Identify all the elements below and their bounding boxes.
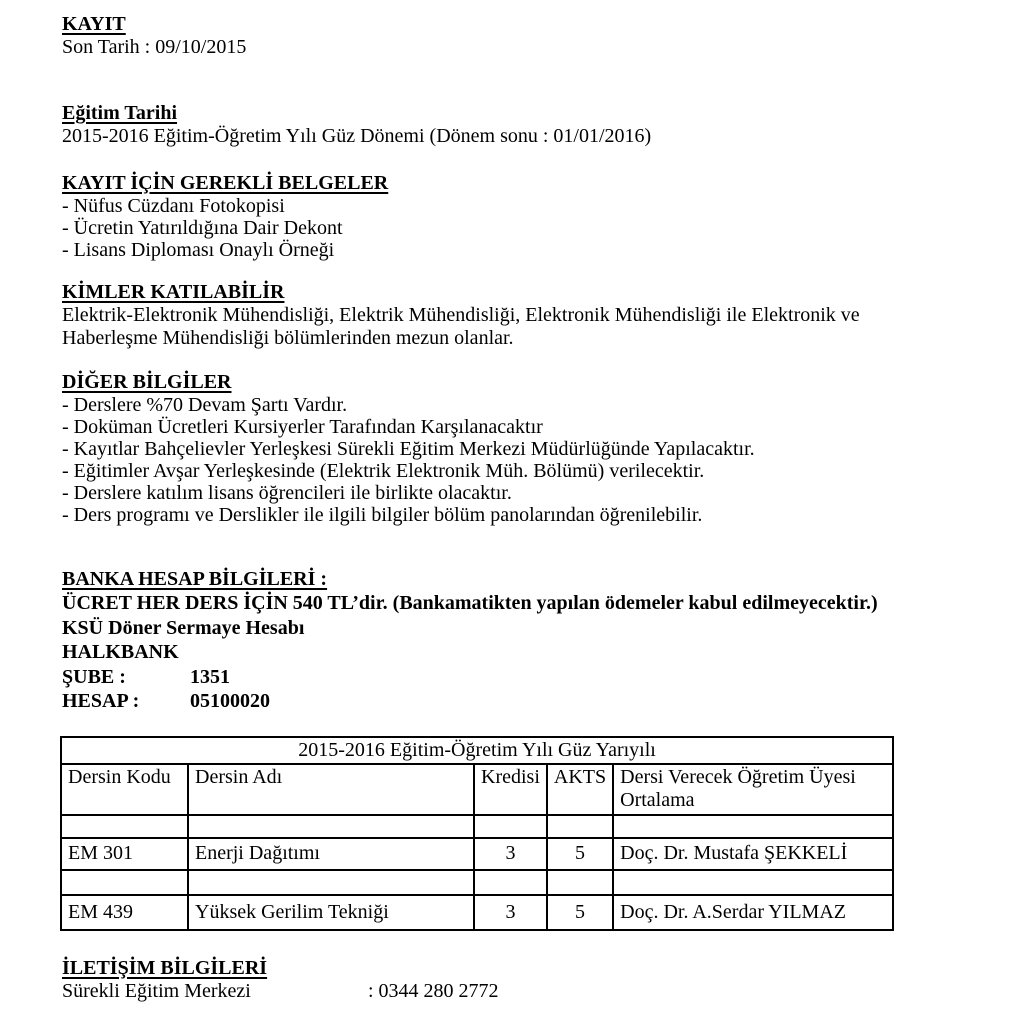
course-table-title: 2015-2016 Eğitim-Öğretim Yılı Güz Yarıyılı xyxy=(61,737,893,764)
header-kredisi: Kredisi xyxy=(474,764,547,815)
table-row xyxy=(61,838,893,870)
header-ogretim-uyesi: Dersi Verecek Öğretim Üyesi Ortalama xyxy=(613,764,893,815)
header-akts: AKTS xyxy=(547,764,613,815)
list-item: - Derslere %70 Devam Şartı Vardır. xyxy=(62,394,348,416)
cell-kod: EM 301 xyxy=(61,838,188,870)
course-table-header-row xyxy=(61,764,893,815)
cell-akts: 5 xyxy=(547,895,613,930)
cell-ogretim: Doç. Dr. Mustafa ŞEKKELİ xyxy=(613,838,893,870)
cell-akts: 5 xyxy=(547,838,613,870)
cell-akts xyxy=(547,815,613,838)
section-title-kayit: KAYIT xyxy=(62,13,126,35)
banka-adi: HALKBANK xyxy=(62,641,179,663)
list-item: - Nüfus Cüzdanı Fotokopisi xyxy=(62,195,285,217)
hesap-value: 05100020 xyxy=(190,690,270,712)
course-table xyxy=(60,736,894,931)
banka-ucret-line: ÜCRET HER DERS İÇİN 540 TL’dir. (Bankamatikten yapılan ödemeler kabul edilmeyecektir.) xyxy=(62,592,878,614)
sube-label: ŞUBE : xyxy=(62,665,126,688)
iletisim-label: Sürekli Eğitim Merkezi xyxy=(62,979,251,1002)
list-item: - Derslere katılım lisans öğrencileri ile birlikte olacaktır. xyxy=(62,482,512,504)
belgeler-list xyxy=(62,195,1024,261)
list-item: - Eğitimler Avşar Yerleşkesinde (Elektrik Elektronik Müh. Bölümü) verilecektir. xyxy=(62,460,705,482)
cell-ogretim xyxy=(613,815,893,838)
cell-ad xyxy=(188,815,474,838)
section-title-egitim-tarihi: Eğitim Tarihi xyxy=(62,102,178,124)
header-dersin-kodu: Dersin Kodu xyxy=(61,764,188,815)
kayit-deadline: Son Tarih : 09/10/2015 xyxy=(62,36,247,58)
cell-kredi xyxy=(474,815,547,838)
cell-ad: Enerji Dağıtımı xyxy=(188,838,474,870)
cell-kod: EM 439 xyxy=(61,895,188,930)
sube-value: 1351 xyxy=(190,665,230,688)
iletisim-line xyxy=(62,980,1024,1003)
list-item: - Lisans Diploması Onaylı Örneği xyxy=(62,239,335,261)
cell-akts xyxy=(547,870,613,895)
hesap-label: HESAP : xyxy=(62,690,140,712)
diger-list xyxy=(62,394,1024,526)
list-item: - Ders programı ve Derslikler ile ilgili bilgiler bölüm panolarından öğrenilebilir. xyxy=(62,504,703,526)
cell-kredi: 3 xyxy=(474,838,547,870)
cell-kod xyxy=(61,815,188,838)
egitim-tarihi-line: 2015-2016 Eğitim-Öğretim Yılı Güz Dönemi (Dönem sonu : 01/01/2016) xyxy=(62,125,652,147)
table-row xyxy=(61,895,893,930)
section-title-kimler: KİMLER KATILABİLİR xyxy=(62,281,285,303)
cell-ogretim xyxy=(613,870,893,895)
banka-sube-line xyxy=(62,665,1024,690)
table-row xyxy=(61,870,893,895)
banka-hesap-line xyxy=(62,689,1024,714)
cell-kredi: 3 xyxy=(474,895,547,930)
list-item: - Kayıtlar Bahçelievler Yerleşkesi Sürekli Eğitim Merkezi Müdürlüğünde Yapılacaktır. xyxy=(62,438,755,460)
cell-ad xyxy=(188,870,474,895)
section-title-banka: BANKA HESAP BİLGİLERİ : xyxy=(62,568,328,590)
header-dersin-adi: Dersin Adı xyxy=(188,764,474,815)
section-title-iletisim: İLETİŞİM BİLGİLERİ xyxy=(62,956,268,979)
list-item: - Ücretin Yatırıldığına Dair Dekont xyxy=(62,217,343,239)
list-item: - Doküman Ücretleri Kursiyerler Tarafından Karşılanacaktır xyxy=(62,416,543,438)
section-title-belgeler: KAYIT İÇİN GEREKLİ BELGELER xyxy=(62,172,389,194)
table-row xyxy=(61,815,893,838)
cell-ogretim: Doç. Dr. A.Serdar YILMAZ xyxy=(613,895,893,930)
section-title-diger: DİĞER BİLGİLER xyxy=(62,371,232,393)
kimler-paragraph: Elektrik-Elektronik Mühendisliği, Elektrik Mühendisliği, Elektronik Mühendisliği ile Elektronik ve Haberleşme Mühendisliği bölümlerinden mezun olanlar. xyxy=(62,304,860,349)
cell-kredi xyxy=(474,870,547,895)
iletisim-value: : 0344 280 2772 xyxy=(368,979,499,1002)
cell-kod xyxy=(61,870,188,895)
banka-hesap-adi: KSÜ Döner Sermaye Hesabı xyxy=(62,616,305,639)
cell-ad: Yüksek Gerilim Tekniği xyxy=(188,895,474,930)
course-table-title-row xyxy=(61,737,893,764)
